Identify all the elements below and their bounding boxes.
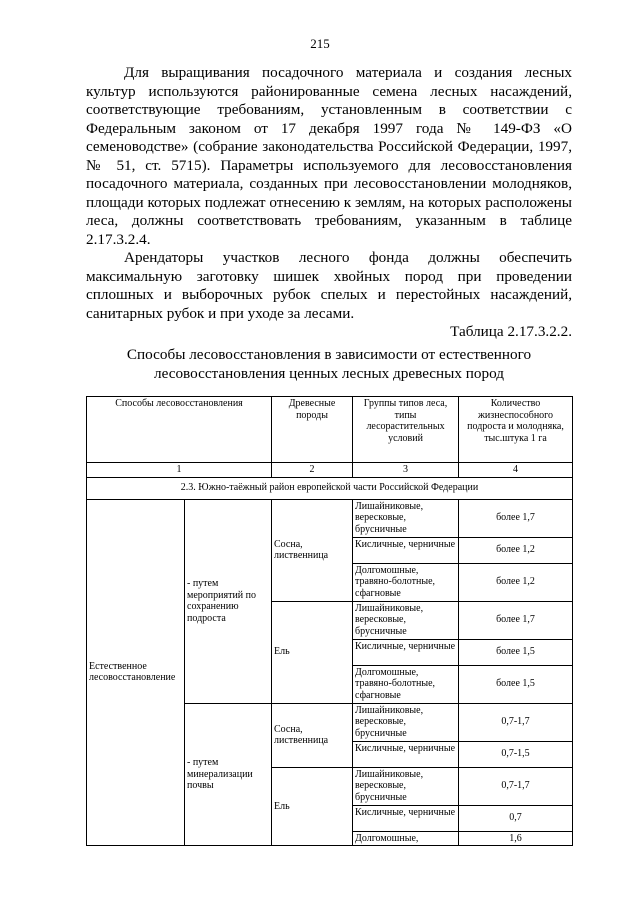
forest-type: Лишайниковые, вересковые, брусничные <box>353 703 459 741</box>
page-number: 215 <box>310 36 330 51</box>
col-number: 3 <box>353 463 459 478</box>
quantity-value: 0,7-1,7 <box>459 703 573 741</box>
submethod-preserve: - путем мероприятий по сохранению подроста <box>185 499 272 703</box>
quantity-value: более 1,7 <box>459 601 573 639</box>
table-header-row <box>87 397 573 463</box>
species-spruce: Ель <box>272 767 353 846</box>
quantity-value: более 1,2 <box>459 563 573 601</box>
quantity-value: 0,7-1,5 <box>459 741 573 767</box>
species-pine: Сосна, лиственница <box>272 703 353 767</box>
quantity-value: 0,7 <box>459 805 573 831</box>
quantity-value: 1,6 <box>459 831 573 846</box>
species-spruce: Ель <box>272 601 353 703</box>
header-species: Древесные породы <box>272 397 353 463</box>
forest-type: Долгомошные, травяно-болотные, сфагновые <box>353 665 459 703</box>
column-number-row <box>87 463 573 478</box>
forest-type: Кисличные, черничные <box>353 639 459 665</box>
method-natural: Естественное лесовосстановление <box>87 499 185 846</box>
section-row <box>87 477 573 499</box>
forest-type: Лишайниковые, вересковые, брусничные <box>353 499 459 537</box>
quantity-value: более 1,5 <box>459 639 573 665</box>
table-reference: Таблица 2.17.3.2.2. <box>450 323 572 340</box>
col-number: 1 <box>87 463 272 478</box>
table-title: Способы лесовосстановления в зависимости от естественного лесовосстановления ценных лесных древесных пород <box>126 346 532 382</box>
col-number: 2 <box>272 463 353 478</box>
forest-type: Лишайниковые, вересковые, брусничные <box>353 767 459 805</box>
quantity-value: более 1,7 <box>459 499 573 537</box>
header-forest-types: Группы типов леса, типы лесорастительных условий <box>353 397 459 463</box>
section-title: 2.3. Южно-таёжный район европейской части Российской Федерации <box>87 477 573 499</box>
header-methods: Способы лесовосстановления <box>87 397 272 463</box>
reforestation-table <box>86 396 573 846</box>
paragraph-tenants: Арендаторы участков лесного фонда должны обеспечить максимальную заготовку шишек хвойных пород при проведении сплошных и выборочных рубок спелых и перестойных насаждений, санитарных рубок и при уходе за лесами. <box>86 249 572 322</box>
submethod-mineralization: - путем минерализации почвы <box>185 703 272 846</box>
forest-type: Кисличные, черничные <box>353 537 459 563</box>
quantity-value: более 1,5 <box>459 665 573 703</box>
paragraph-seeds: Для выращивания посадочного материала и создания лесных культур используются районированные семена лесных насаждений, соответствующие требованиям, установленным в соответствии с Федеральным законом от 17 декабря 1997 года № 149-ФЗ «О семеноводстве» (собрание законодательства Российской Федерации, 1997, № 51, ст. 5715). Параметры используемого для лесовосстановления посадочного материала, созданных при лесовосстановлении молодняков, площади которых подлежат отнесению к землям, на которых расположены леса, должны соответствовать требованиям, указанным в таблице 2.17.3.2.4. <box>86 64 572 248</box>
col-number: 4 <box>459 463 573 478</box>
forest-type: Долгомошные, <box>353 831 459 846</box>
forest-type: Долгомошные, травяно-болотные, сфагновые <box>353 563 459 601</box>
table-row <box>87 499 573 537</box>
quantity-value: 0,7-1,7 <box>459 767 573 805</box>
forest-type: Лишайниковые, вересковые, брусничные <box>353 601 459 639</box>
species-pine: Сосна, лиственница <box>272 499 353 601</box>
header-quantity: Количество жизнеспособного подроста и молодняка, тыс.штука 1 га <box>459 397 573 463</box>
forest-type: Кисличные, черничные <box>353 741 459 767</box>
body-text <box>86 64 572 342</box>
forest-type: Кисличные, черничные <box>353 805 459 831</box>
quantity-value: более 1,2 <box>459 537 573 563</box>
